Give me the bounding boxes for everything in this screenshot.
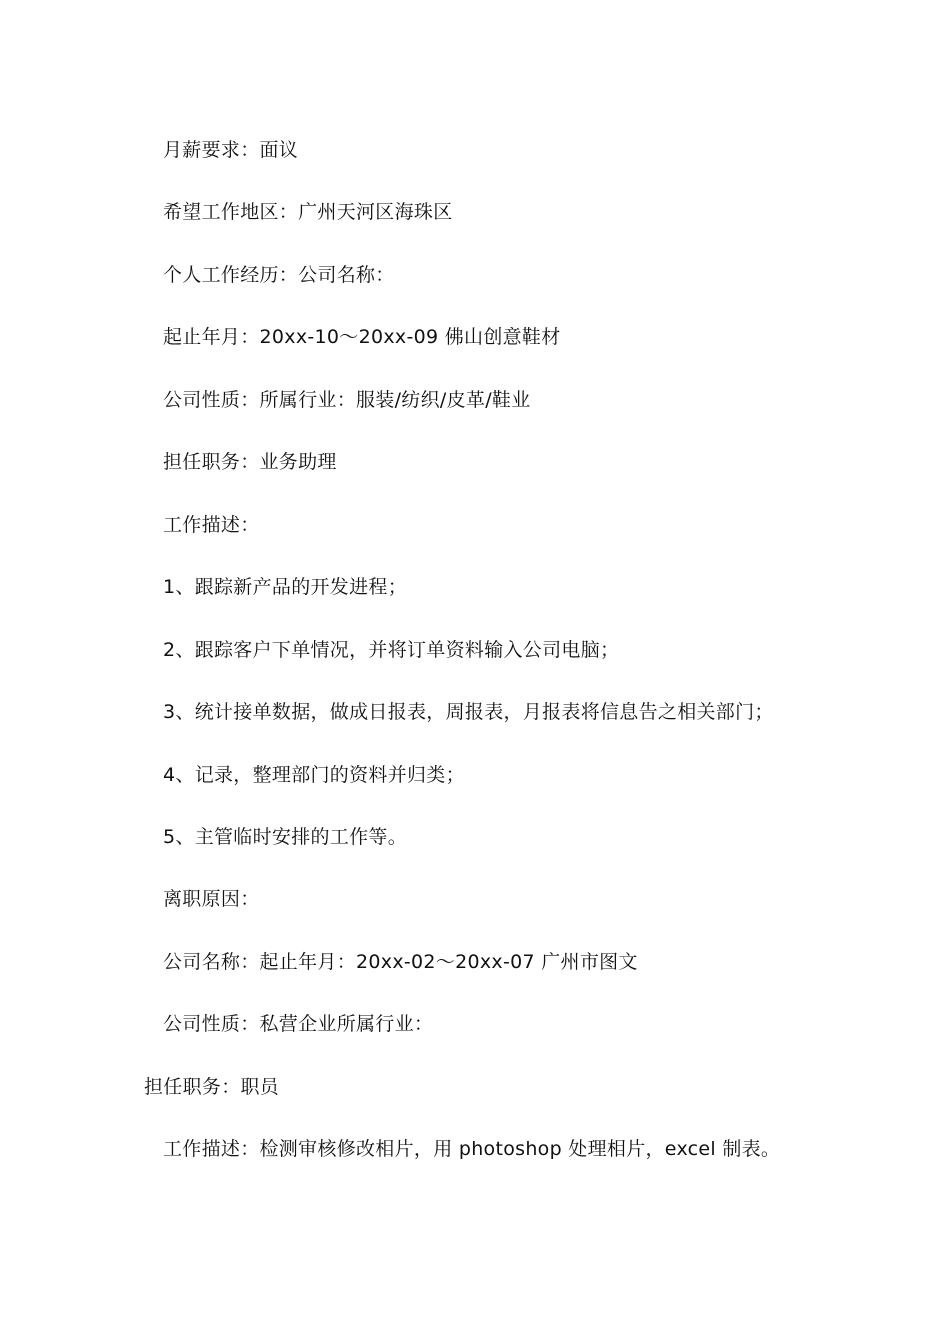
work-experience-heading-line: 个人工作经历：公司名称：	[163, 264, 395, 286]
duty-item-3: 3、统计接单数据，做成日报表，周报表，月报表将信息告之相关部门；	[163, 701, 774, 723]
position-line-2: 担任职务：职员	[144, 1076, 280, 1098]
duty-item-5: 5、主管临时安排的工作等。	[163, 826, 407, 848]
period-line-1: 起止年月：20xx-10～20xx-09 佛山创意鞋材	[163, 326, 561, 348]
company-nature-line-1: 公司性质：所属行业：服装/纺织/皮革/鞋业	[163, 389, 531, 411]
leaving-reason-line: 离职原因：	[163, 888, 260, 910]
salary-requirement-line: 月薪要求：面议	[163, 139, 299, 161]
duty-item-1: 1、跟踪新产品的开发进程；	[163, 576, 407, 598]
duty-item-2: 2、跟踪客户下单情况，并将订单资料输入公司电脑；	[163, 639, 620, 661]
company-period-line-2: 公司名称：起止年月：20xx-02～20xx-07 广州市图文	[163, 951, 638, 973]
job-description-line-2: 工作描述：检测审核修改相片，用 photoshop 处理相片，excel 制表。	[163, 1138, 781, 1160]
company-nature-line-2: 公司性质：私营企业所属行业：	[163, 1013, 434, 1035]
preferred-location-line: 希望工作地区：广州天河区海珠区	[163, 201, 453, 223]
job-description-heading-line: 工作描述：	[163, 514, 260, 536]
position-line-1: 担任职务：业务助理	[163, 451, 337, 473]
duty-item-4: 4、记录，整理部门的资料并归类；	[163, 764, 465, 786]
